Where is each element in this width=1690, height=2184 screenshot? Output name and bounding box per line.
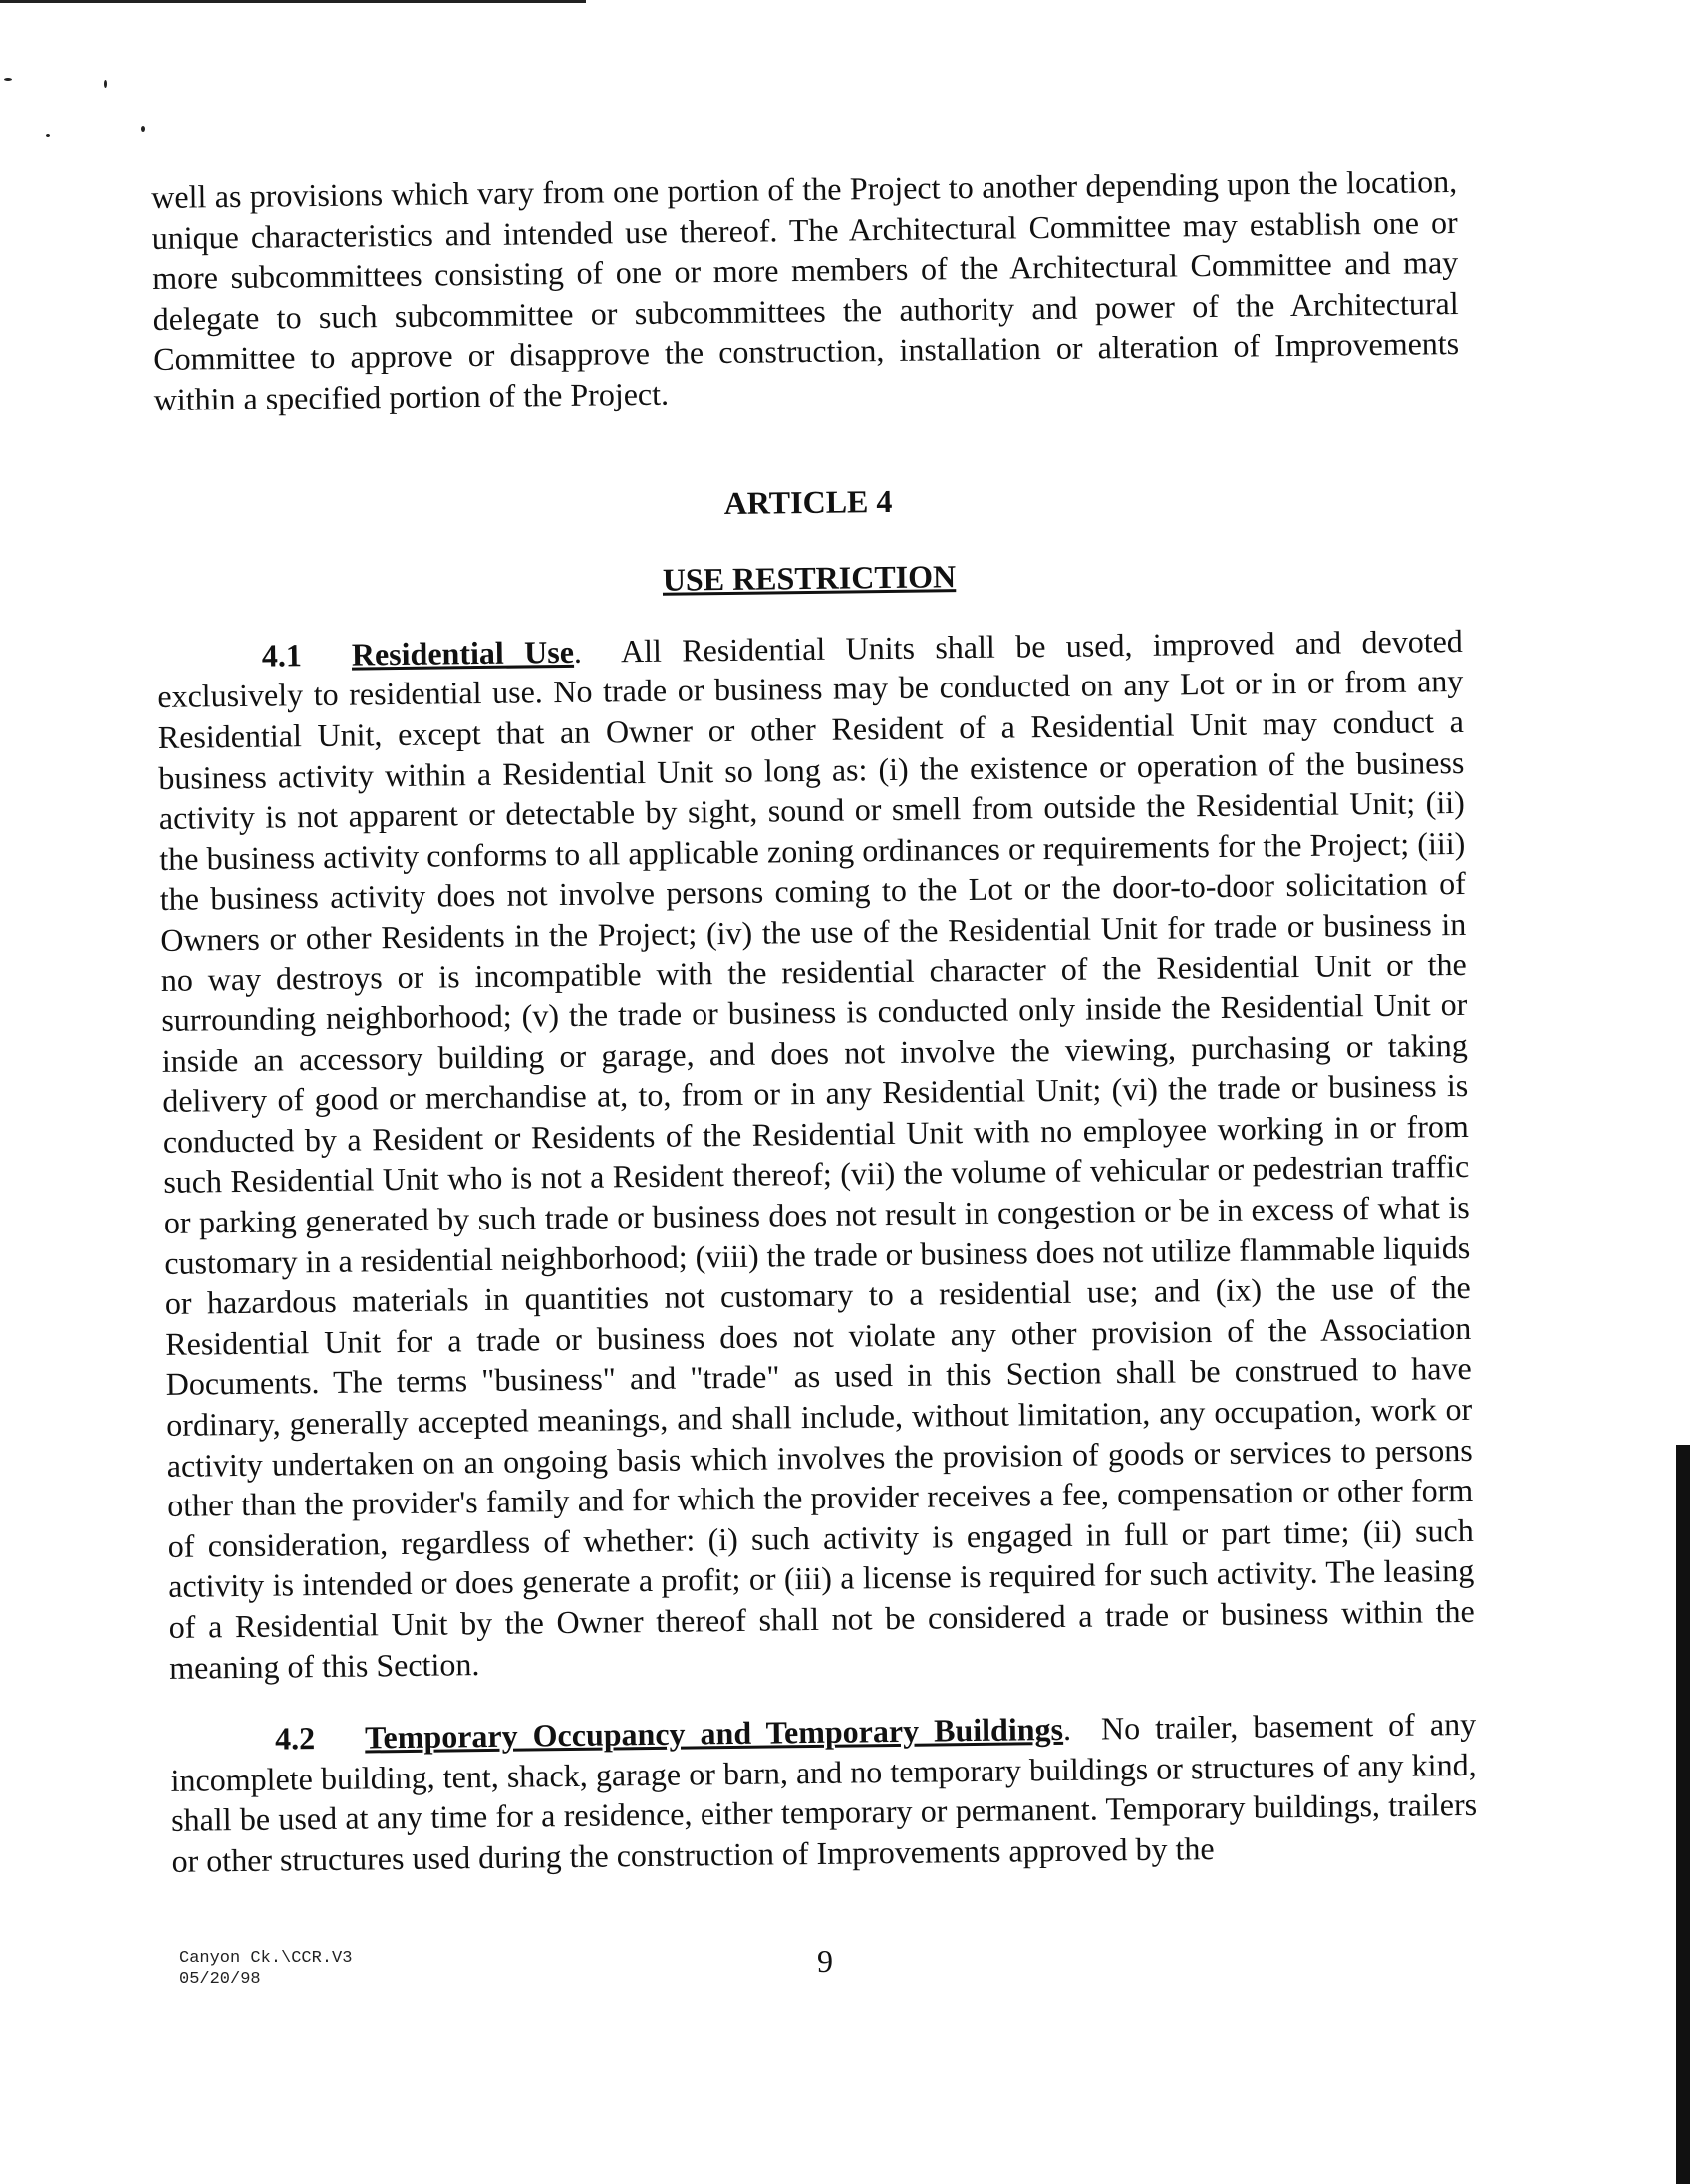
section-body: No trailer, basement of any incomplete building, tent, shack, garage or barn, and no temporary buildings or structures of any kind, shall be used at any time for a residence, either temporary or permanent. Temporary buildings, trailers or other structures used during the construction of Improvements approved by the: [170, 1706, 1478, 1879]
scan-speck: [4, 78, 12, 81]
scan-speck: [104, 80, 107, 88]
article-number: ARTICLE 4: [723, 482, 893, 521]
section-number: 4.2: [274, 1720, 316, 1757]
section-4-1: [157, 621, 1476, 1688]
section-title-period: .: [573, 633, 622, 670]
section-paragraph: [157, 621, 1476, 1688]
scan-speck: [141, 126, 145, 132]
footer-file-ref: Canyon Ck.\CCR.V3: [179, 1949, 353, 1968]
section-title: Temporary Occupancy and Temporary Buildings: [364, 1711, 1064, 1756]
intro-paragraph: well as provisions which vary from one portion of the Project to another depending upon the location, unique characteristics and intended use thereof. The Architectural Committee may establish one or more subcommittees consisting of one or more members of the Architectural Committee and may delegate to such subcommittee or subcommittees the authority and power of the Architectural Committee to approve or disapprove the construction, installation or alteration of Improvements within a specified portion of the Project.: [151, 162, 1460, 417]
scan-right-edge: [1676, 1445, 1690, 2184]
section-body: All Residential Units shall be used, improved and devoted exclusively to residential use. No trade or business may be conducted on any Lot or in or from any Residential Unit, except that an Owner or other Resident of a Residential Unit may conduct a business activity within a Residential Unit so long as: (i) the existence or operation of the business activity is not apparent or detectable by sight, sound or smell from outside the Residential Unit; (ii) the business activity conforms to all applicable zoning ordinances or requirements for the Project; (iii) the business activity does not involve persons coming to the Lot or the door-to-door solicitation of Owners or other Residents in the Project; (iv) the use of the Residential Unit for trade or business in no way destroys or is incompatible with the residential character of the Residential Unit or the surrounding neighborhood; (v) the trade or business is conducted only inside the Residential Unit or inside an accessory building or garage, and does not involve the viewing, purchasing or taking delivery of good or merchandise at, to, from or in any Residential Unit; (vi) the trade or business is conducted by a Resident or Residents of the Residential Unit with no employee working in or from such Residential Unit who is not a Resident thereof; (vii) the volume of vehicular or pedestrian traffic or parking generated by such trade or business does not result in congestion or be in excess of what is customary in a residential neighborhood; (viii) the trade or business does not utilize flammable liquids or hazardous materials in quantities not customary to a residential use; and (ix) the use of the Residential Unit for a trade or business does not violate any other provision of the Association Documents. The terms "business" and "trade" as used in this Section shall be construed to have ordinary, generally accepted meanings, and shall include, without limitation, any occupation, work or activity undertaken on an ongoing basis which involves the provision of goods or services to persons other than the provider's family and for which the provider receives a fee, compensation or other form of consideration, regardless of whether: (i) such activity is engaged in full or part time; (ii) such activity is intended or does generate a profit; or (iii) a license is required for such activity. The leasing of a Residential Unit by the Owner thereof shall not be considered a trade or business within the meaning of this Section.: [157, 622, 1475, 1686]
section-paragraph: [170, 1704, 1478, 1881]
section-number: 4.1: [261, 636, 303, 674]
footer-date: 05/20/98: [179, 1970, 261, 1989]
article-title: [156, 550, 1462, 607]
section-title-period: .: [1062, 1710, 1102, 1748]
scan-speck: [46, 134, 50, 137]
article-title-text: USE RESTRICTION: [662, 558, 957, 598]
footer-file-info: [179, 1948, 352, 1990]
scan-top-rule: [0, 0, 586, 3]
section-title: Residential Use: [351, 633, 575, 673]
page-number: 9: [817, 1943, 833, 1979]
section-4-2: [170, 1704, 1478, 1881]
document-page: [151, 161, 1478, 1881]
